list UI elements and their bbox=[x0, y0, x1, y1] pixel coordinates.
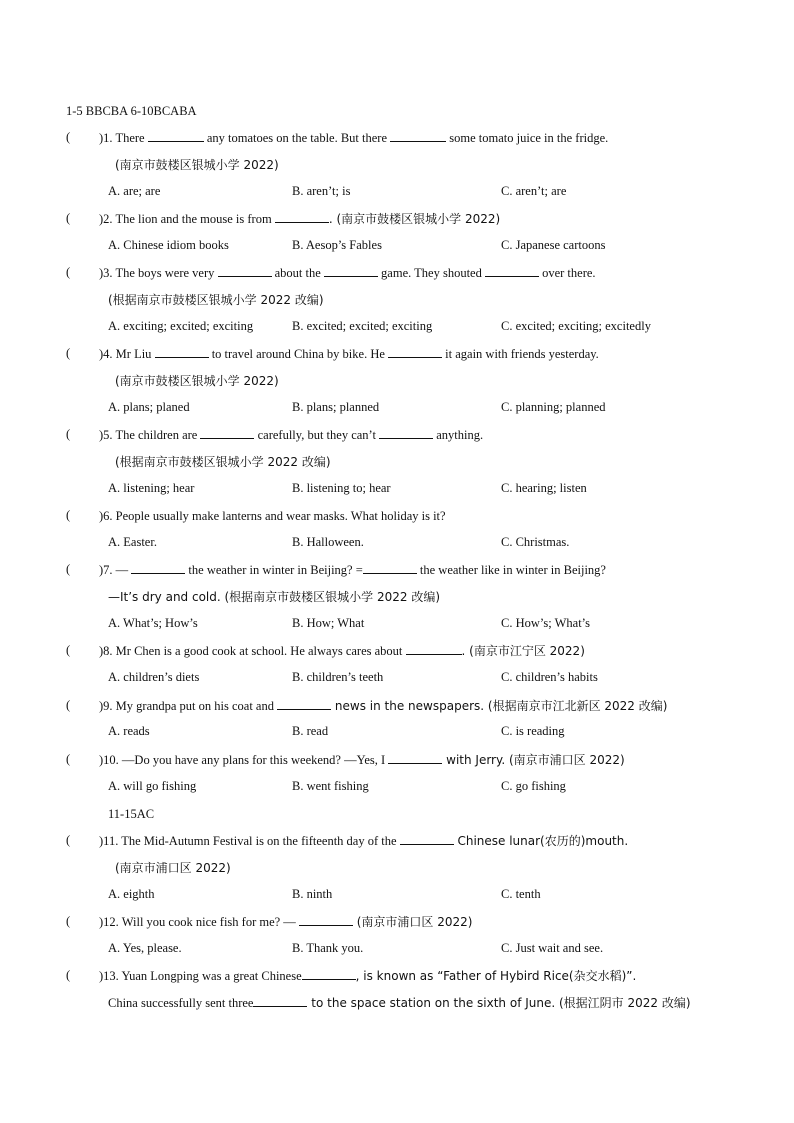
question-part: China successfully sent three bbox=[108, 996, 254, 1010]
question-source: (南京市浦口区 2022) bbox=[115, 861, 231, 875]
question-part: to the space station on the sixth of June. (根据江阴市 2022 改编) bbox=[307, 996, 691, 1010]
option-c: C. Just wait and see. bbox=[501, 941, 604, 955]
option-b: B. went fishing bbox=[292, 779, 369, 793]
option-b: B. children’s teeth bbox=[292, 670, 384, 684]
answer-paren: ( bbox=[66, 346, 71, 360]
option-c: C. Japanese cartoons bbox=[501, 238, 606, 252]
question-text bbox=[99, 914, 472, 930]
option-a: A. Yes, please. bbox=[108, 941, 182, 955]
answer-key-11-15: 11-15AC bbox=[108, 807, 155, 821]
question-part: some tomato juice in the fridge. bbox=[446, 131, 609, 145]
question-part: news in the newspapers. (根据南京市江北新区 2022 改编) bbox=[331, 699, 668, 713]
question-text bbox=[99, 968, 636, 984]
answer-blank bbox=[363, 562, 417, 574]
question-number: )1. bbox=[99, 131, 113, 145]
option-b: B. Thank you. bbox=[292, 941, 364, 955]
question-source: —It’s dry and cold. (根据南京市鼓楼区银城小学 2022 改编) bbox=[108, 590, 441, 604]
question-number: )5. bbox=[99, 428, 113, 442]
question-number: )8. bbox=[99, 644, 113, 658]
option-a: A. reads bbox=[108, 724, 150, 738]
question-text-continued bbox=[108, 995, 691, 1011]
option-b: B. Aesop’s Fables bbox=[292, 238, 382, 252]
option-b: B. ninth bbox=[292, 887, 333, 901]
answer-blank bbox=[275, 211, 329, 223]
question-part: carefully, but they can’t bbox=[254, 428, 380, 442]
answer-paren: ( bbox=[66, 968, 71, 982]
question-number: )4. bbox=[99, 347, 113, 361]
question-text bbox=[99, 752, 625, 768]
question-text bbox=[99, 346, 599, 362]
question-part: about the bbox=[271, 266, 324, 280]
option-c: C. go fishing bbox=[501, 779, 566, 793]
answer-blank bbox=[379, 427, 433, 439]
question-text bbox=[99, 508, 446, 524]
question-part: The Mid-Autumn Festival is on the fifteenth day of the bbox=[121, 834, 400, 848]
option-b: B. listening to; hear bbox=[292, 481, 391, 495]
answer-paren: ( bbox=[66, 508, 71, 522]
option-c: C. How’s; What’s bbox=[501, 616, 591, 630]
answer-blank bbox=[218, 265, 272, 277]
question-source: (根据南京市鼓楼区银城小学 2022 改编) bbox=[108, 293, 324, 307]
option-c: C. Christmas. bbox=[501, 535, 570, 549]
option-c: C. hearing; listen bbox=[501, 481, 587, 495]
question-part: Chinese lunar(农历的)mouth. bbox=[453, 834, 629, 848]
option-c: C. tenth bbox=[501, 887, 541, 901]
answer-key-1-10: 1-5 BBCBA 6-10BCABA bbox=[66, 104, 197, 118]
answer-blank bbox=[277, 698, 331, 710]
answer-blank bbox=[200, 427, 254, 439]
answer-blank bbox=[390, 130, 446, 142]
option-a: A. eighth bbox=[108, 887, 155, 901]
option-a: A. will go fishing bbox=[108, 779, 197, 793]
question-part: . (南京市鼓楼区银城小学 2022) bbox=[328, 212, 501, 226]
question-text bbox=[99, 833, 628, 849]
answer-paren: ( bbox=[66, 427, 71, 441]
option-b: B. read bbox=[292, 724, 329, 738]
option-b: B. aren’t; is bbox=[292, 184, 351, 198]
question-part: Mr Liu bbox=[115, 347, 155, 361]
question-part: Will you cook nice fish for me? — bbox=[121, 915, 299, 929]
question-number: )7. bbox=[99, 563, 113, 577]
question-part: The boys were very bbox=[115, 266, 218, 280]
question-part: game. They shouted bbox=[377, 266, 485, 280]
answer-blank bbox=[148, 130, 204, 142]
answer-blank bbox=[485, 265, 539, 277]
answer-blank bbox=[302, 968, 356, 980]
question-part: it again with friends yesterday. bbox=[442, 347, 599, 361]
question-part: The children are bbox=[115, 428, 201, 442]
option-c: C. planning; planned bbox=[501, 400, 606, 414]
question-part: —Do you have any plans for this weekend? —Yes, I bbox=[121, 753, 389, 767]
question-part: — bbox=[115, 563, 132, 577]
answer-blank bbox=[155, 346, 209, 358]
option-b: B. plans; planned bbox=[292, 400, 380, 414]
answer-paren: ( bbox=[66, 643, 71, 657]
option-b: B. How; What bbox=[292, 616, 365, 630]
question-text bbox=[99, 427, 483, 443]
option-a: A. exciting; excited; exciting bbox=[108, 319, 254, 333]
question-part: Mr Chen is a good cook at school. He always cares about bbox=[115, 644, 406, 658]
answer-paren: ( bbox=[66, 130, 71, 144]
question-source: (根据南京市鼓楼区银城小学 2022 改编) bbox=[115, 455, 331, 469]
question-text bbox=[99, 562, 606, 578]
question-number: )6. bbox=[99, 509, 113, 523]
option-a: A. plans; planed bbox=[108, 400, 190, 414]
question-part: to travel around China by bike. He bbox=[208, 347, 389, 361]
question-text bbox=[99, 265, 596, 281]
question-text bbox=[99, 211, 500, 227]
question-part: with Jerry. (南京市浦口区 2022) bbox=[442, 753, 625, 767]
answer-blank bbox=[253, 995, 307, 1007]
option-c: C. is reading bbox=[501, 724, 565, 738]
question-part: over there. bbox=[538, 266, 596, 280]
answer-paren: ( bbox=[66, 752, 71, 766]
option-a: A. Chinese idiom books bbox=[108, 238, 229, 252]
question-number: )10. bbox=[99, 753, 119, 767]
answer-paren: ( bbox=[66, 914, 71, 928]
question-text bbox=[99, 698, 667, 714]
question-part: Yuan Longping was a great Chinese bbox=[121, 969, 302, 983]
answer-paren: ( bbox=[66, 833, 71, 847]
option-a: A. Easter. bbox=[108, 535, 157, 549]
answer-blank bbox=[324, 265, 378, 277]
answer-blank bbox=[299, 914, 353, 926]
option-a: A. children’s diets bbox=[108, 670, 200, 684]
question-part: My grandpa put on his coat and bbox=[115, 699, 278, 713]
question-part: any tomatoes on the table. But there bbox=[203, 131, 391, 145]
question-number: )13. bbox=[99, 969, 119, 983]
answer-blank bbox=[406, 643, 462, 655]
option-b: B. Halloween. bbox=[292, 535, 364, 549]
option-c: C. aren’t; are bbox=[501, 184, 567, 198]
question-part: anything. bbox=[433, 428, 484, 442]
question-part: . (南京市江宁区 2022) bbox=[461, 644, 585, 658]
answer-paren: ( bbox=[66, 265, 71, 279]
question-number: )12. bbox=[99, 915, 119, 929]
question-number: )3. bbox=[99, 266, 113, 280]
question-part: the weather in winter in Beijing? = bbox=[185, 563, 363, 577]
question-part: People usually make lanterns and wear masks. What holiday is it? bbox=[115, 509, 446, 523]
option-c: C. excited; exciting; excitedly bbox=[501, 319, 651, 333]
question-number: )9. bbox=[99, 699, 113, 713]
answer-blank bbox=[400, 833, 454, 845]
answer-paren: ( bbox=[66, 562, 71, 576]
question-part: , is known as “Father of Hybird Rice(杂交水稻)”. bbox=[355, 969, 637, 983]
question-text bbox=[99, 643, 585, 659]
option-c: C. children’s habits bbox=[501, 670, 598, 684]
question-text bbox=[99, 130, 608, 146]
answer-paren: ( bbox=[66, 698, 71, 712]
answer-blank bbox=[388, 346, 442, 358]
question-number: )11. bbox=[99, 834, 119, 848]
question-part: (南京市浦口区 2022) bbox=[352, 915, 473, 929]
question-part: the weather like in winter in Beijing? bbox=[416, 563, 606, 577]
question-source: (南京市鼓楼区银城小学 2022) bbox=[115, 374, 279, 388]
answer-blank bbox=[388, 752, 442, 764]
option-a: A. What’s; How’s bbox=[108, 616, 198, 630]
question-part: The lion and the mouse is from bbox=[115, 212, 275, 226]
option-a: A. listening; hear bbox=[108, 481, 195, 495]
question-source: (南京市鼓楼区银城小学 2022) bbox=[115, 158, 279, 172]
option-b: B. excited; excited; exciting bbox=[292, 319, 433, 333]
question-number: )2. bbox=[99, 212, 113, 226]
answer-paren: ( bbox=[66, 211, 71, 225]
answer-blank bbox=[131, 562, 185, 574]
option-a: A. are; are bbox=[108, 184, 161, 198]
question-part: There bbox=[115, 131, 148, 145]
